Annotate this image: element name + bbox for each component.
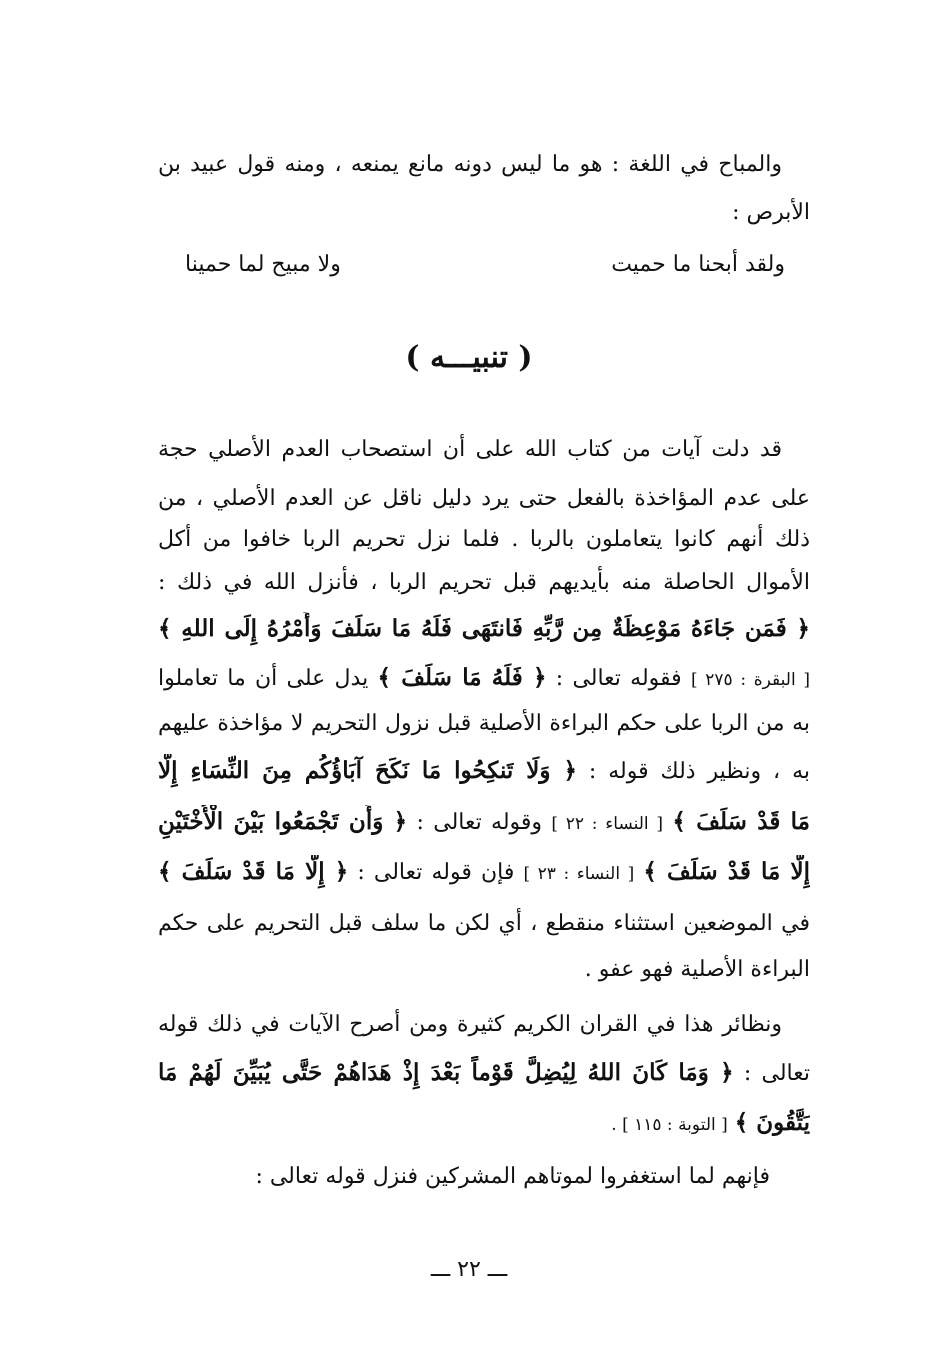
verse-reference: [ التوبة : ١١٥ ] . [611,1115,728,1135]
page-number: ـــ ٢٢ ـــ [430,1257,508,1282]
intro-line-2: الأبرص : [732,200,810,225]
p1-line-8: به ، ونظير ذلك قوله : ﴿ وَلَا تَنكِحُوا مَا نَكَحَ آبَاؤُكُم مِنَ النِّسَاءِ إِلَّا [158,757,810,784]
quran-quote: إِلَّا مَا قَدْ سَلَفَ ﴾ [643,858,810,885]
p2-line-2: تعالى : ﴿ وَمَا كَانَ اللهُ لِيُضِلَّ قَوْماً بَعْدَ إِذْ هَدَاهُمْ حَتَّى يُبَيِّنَ لَهُمْ مَا [158,1059,810,1086]
p1-line-6: [ البقرة : ٢٧٥ ] فقوله تعالى : ﴿ فَلَهُ مَا سَلَفَ ﴾ يدل على أن ما تعاملوا [158,664,810,691]
p1-quran-verse-1: ﴿ فَمَن جَاءَهُ مَوْعِظَةٌ مِن رَّبِّهِ فَانتَهَى فَلَهُ مَا سَلَفَ وَأَمْرُهُ إِلَى اللهِ ﴾ [158,615,810,642]
quran-quote: ﴿ وَمَا كَانَ اللهُ لِيُضِلَّ قَوْماً بَعْدَ إِذْ هَدَاهُمْ حَتَّى يُبَيِّنَ لَهُمْ مَا [158,1059,734,1086]
poem-verse [185,244,785,286]
quran-quote: مَا قَدْ سَلَفَ ﴾ [672,808,810,835]
p2-line-3 [158,1106,810,1142]
verse-reference: [ النساء : ٢٣ ] [523,864,635,884]
p1-line-1: قد دلت آيات من كتاب الله على أن استصحاب العدم الأصلي حجة [158,437,782,462]
p3-line-1: فإنهم لما استغفروا لموتاهم المشركين فنزل قوله تعالى : [255,1164,770,1189]
verse-reference: [ البقرة : ٢٧٥ ] [690,670,810,690]
verse-reference: [ النساء : ٢٢ ] [551,814,664,834]
p1-line-10: إِلَّا مَا قَدْ سَلَفَ ﴾ [ النساء : ٢٣ ] فإن قوله تعالى : ﴿ إِلَّا مَا قَدْ سَلَفَ ﴾ [158,858,810,885]
poem-hemistich-right: ولقد أبحنا ما حميت [611,252,785,277]
p1-line-3: ذلك أنهم كانوا يتعاملون بالربا . فلما نزل تحريم الربا خافوا من أكل [158,527,810,552]
quran-quote: ﴿ وَلَا تَنكِحُوا مَا نَكَحَ آبَاؤُكُم مِنَ النِّسَاءِ إِلَّا [158,757,577,784]
quran-quote: ﴿ وَأَن تَجْمَعُوا بَيْنَ الْأُخْتَيْنِ [158,808,408,835]
section-heading: ( تنبيـــه ) [405,340,533,375]
p1-line-9: مَا قَدْ سَلَفَ ﴾ [ النساء : ٢٢ ] وقوله تعالى : ﴿ وَأَن تَجْمَعُوا بَيْنَ الْأُخْتَيْنِ [158,808,810,835]
intro-line-1: والمباح في اللغة : هو ما ليس دونه مانع يمنعه ، ومنه قول عبيد بن [158,152,782,177]
p2-line-1: ونظائر هذا في القران الكريم كثيرة ومن أصرح الآيات في ذلك قوله [158,1012,782,1037]
p1-line-4: الأموال الحاصلة منه بأيديهم قبل تحريم الربا ، فأنزل الله في ذلك : [158,570,810,595]
p1-line-2: على عدم المؤاخذة بالفعل حتى يرد دليل ناقل عن العدم الأصلي ، من [158,486,810,511]
p1-line-7: به من الربا على حكم البراءة الأصلية قبل نزول التحريم لا مؤاخذة عليهم [158,711,810,736]
quran-quote: ﴿ إِلَّا مَا قَدْ سَلَفَ ﴾ [158,858,349,885]
poem-hemistich-left: ولا مبيح لما حمينا [185,252,341,277]
p1-line-12: البراءة الأصلية فهو عفو . [584,957,810,982]
quran-quote: ﴿ فَلَهُ مَا سَلَفَ ﴾ [377,664,547,691]
quran-quote: يَتَّقُونَ ﴾ [734,1109,810,1136]
p1-line-11: في الموضعين استثناء منقطع ، أي لكن ما سلف قبل التحريم على حكم [158,911,810,936]
